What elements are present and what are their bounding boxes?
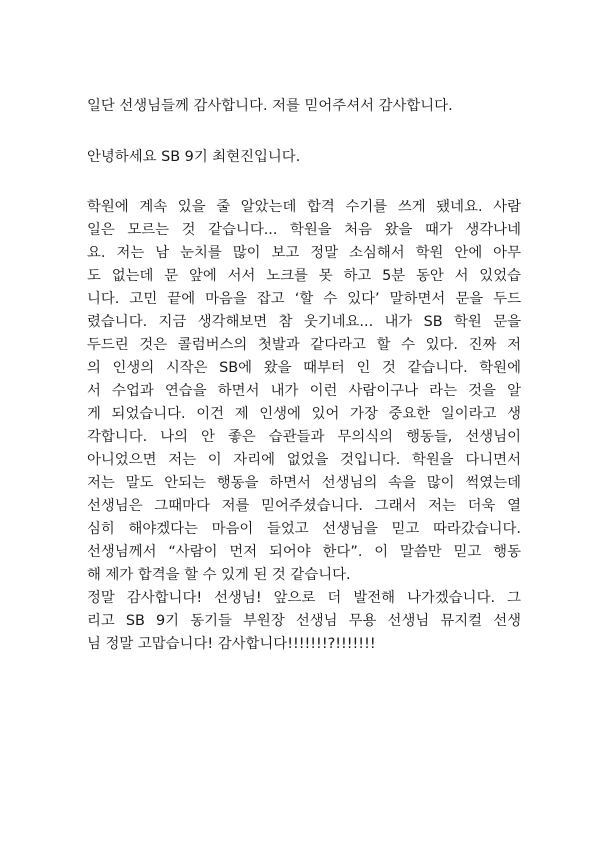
body-line: 일은 모르는 것 같습니다... 학원을 처음 왔을 때가 생각나네 xyxy=(87,222,521,238)
testimonial-body xyxy=(87,196,521,656)
body-line: 리고 SB 9기 동기들 부원장 선생님 무용 선생님 뮤지컬 선생 xyxy=(87,613,521,629)
body-line: 렸습니다. 지금 생각해보면 참 웃기네요... 내가 SB 학원 문을 xyxy=(87,314,521,330)
body-line: 선생님은 그때마다 저를 믿어주셨습니다. 그래서 저는 더욱 열 xyxy=(87,498,521,514)
body-line: 도 없는데 문 앞에 서서 노크를 못 하고 5분 동안 서 있었습 xyxy=(87,268,521,284)
body-line: 니다. 고민 끝에 마음을 잡고 ‘할 수 있다’ 말하면서 문을 두드 xyxy=(87,291,521,307)
greeting-line: 일단 선생님들께 감사합니다. 저를 믿어주셔서 감사합니다. xyxy=(87,98,453,114)
body-line: 아니었으면 저는 이 자리에 없었을 것입니다. 학원을 다니면서 xyxy=(87,452,521,468)
document-content xyxy=(87,94,521,656)
body-line: 선생님께서 “사람이 먼저 되어야 한다”. 이 말씀만 믿고 행동 xyxy=(87,544,521,560)
body-line: 저는 말도 안되는 행동을 하면서 선생님의 속을 많이 썩였는데 xyxy=(87,475,521,491)
body-line: 두드린 것은 콜럼버스의 첫발과 같다라고 할 수 있다. 진짜 저 xyxy=(87,337,521,353)
body-line: 학원에 계속 있을 줄 알았는데 합격 수기를 쓰게 됐네요. 사람 xyxy=(87,199,521,215)
body-line: 님 정말 고맙습니다! 감사합니다!!!!!!!?!!!!!!! xyxy=(87,636,376,652)
body-line: 정말 감사합니다! 선생님! 앞으로 더 발전해 나가겠습니다. 그 xyxy=(87,590,521,606)
body-line: 게 되었습니다. 이건 제 인생에 있어 가장 중요한 일이라고 생 xyxy=(87,406,521,422)
body-line: 해 제가 합격을 할 수 있게 된 것 같습니다. xyxy=(87,567,351,583)
body-line: 요. 저는 남 눈치를 많이 보고 정말 소심해서 학원 안에 아무 xyxy=(87,245,521,261)
body-line: 서 수업과 연습을 하면서 내가 이런 사람이구나 라는 것을 알 xyxy=(87,383,521,399)
body-line: 각합니다. 나의 안 좋은 습관들과 무의식의 행동들, 선생님이 xyxy=(87,429,521,445)
body-line: 의 인생의 시작은 SB에 왔을 때부터 인 것 같습니다. 학원에 xyxy=(87,360,521,376)
intro-line: 안녕하세요 SB 9기 최현진입니다. xyxy=(87,149,301,165)
body-line: 심히 해야겠다는 마음이 들었고 선생님을 믿고 따라갔습니다. xyxy=(87,521,521,537)
